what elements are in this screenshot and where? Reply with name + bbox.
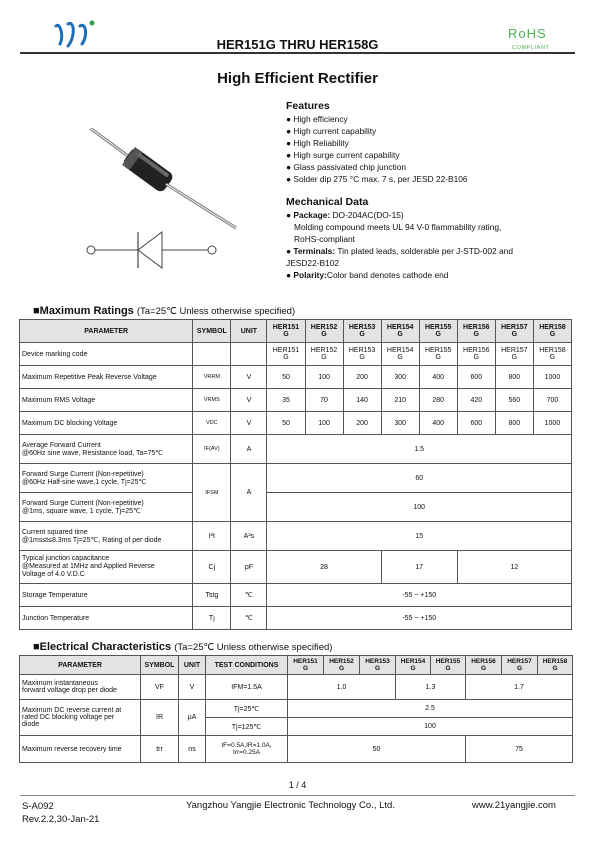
features-section	[286, 100, 586, 185]
page-number: 1 / 4	[288, 780, 307, 790]
table-row: Maximum instantaneous forward voltage drop per diode VF V IFM=1.5A 1.0 1.3 1.7	[20, 675, 573, 700]
mech-polarity: ● Polarity:Color band denotes cathode end	[286, 270, 449, 280]
table-header-row	[20, 320, 572, 343]
mech-package: ● Package: DO-204AC(DO-15)	[286, 210, 404, 220]
col-part: HER153 G	[360, 656, 396, 675]
electrical-title: ■Electrical Characteristics (Ta=25℃ Unless otherwise specified)	[33, 641, 333, 653]
feature-item: ● High current capability	[286, 126, 377, 136]
col-part: HER154 G	[396, 656, 431, 675]
table-row: Device marking code HER151 G HER152 G HER153 G HER154 G HER155 G HER156 G HER157 G HER158 G	[20, 343, 572, 366]
feature-item: ● High surge current capability	[286, 150, 400, 160]
table-row: Typical junction capacitance @Measured at 1MHz and Applied Reverse Voltage of 4.0 V.D.C Cj pF 28 17 12	[20, 551, 572, 584]
col-parameter: PARAMETER	[20, 656, 141, 675]
table-header-row	[20, 656, 573, 675]
footer-doc-info	[22, 800, 99, 826]
product-title: High Efficient Rectifier	[217, 70, 378, 87]
col-part: HER151 G	[267, 320, 305, 343]
header-divider	[20, 52, 575, 54]
col-part: HER151 G	[288, 656, 324, 675]
col-unit: UNIT	[231, 320, 267, 343]
table-row: Maximum RMS Voltage VRMS V 35 70 140 210 280 420 560 700	[20, 389, 572, 412]
table-row: Tj=125℃ 100	[20, 718, 573, 736]
mech-terminals: ● Terminals: Tin plated leads, solderable per J-STD-002 and JESD22-B102	[286, 246, 513, 268]
col-part: HER158 G	[538, 656, 573, 675]
doc-revision: Rev.2.2,30-Jan-21	[22, 814, 100, 825]
col-symbol: SYMBOL	[193, 320, 231, 343]
col-parameter: PARAMETER	[20, 320, 193, 343]
col-part: HER153 G	[343, 320, 381, 343]
document-title: HER151G THRU HER158G	[216, 37, 379, 52]
table-row: Maximum DC blocking Voltage VDC V 50 100 200 300 400 600 800 1000	[20, 412, 572, 435]
col-unit: UNIT	[179, 656, 206, 675]
max-ratings-title: ■Maximum Ratings (Ta=25℃ Unless otherwise specified)	[33, 305, 296, 317]
col-symbol: SYMBOL	[141, 656, 179, 675]
table-row: Maximum reverse recovery time trr ns IF=0.5A,IR=1.0A, Irr=0.25A 50 75	[20, 736, 573, 763]
feature-item: ● Glass passivated chip junction	[286, 162, 407, 172]
mech-molding: Molding compound meets UL 94 V-0 flammability rating, RoHS-compliant	[294, 222, 502, 244]
col-part: HER158 G	[533, 320, 571, 343]
table-row: Current squared time @1ms≤t≤8.3ms Tj=25℃, Rating of per diode I²t A²s 15	[20, 522, 572, 551]
col-part: HER152 G	[324, 656, 360, 675]
table-row: Storage Temperature Tstg ℃ -55 ~ +150	[20, 584, 572, 607]
col-part: HER156 G	[457, 320, 495, 343]
table-row: Junction Temperature Tj ℃ -55 ~ +150	[20, 607, 572, 630]
table-row: Average Forward Current @60Hz sine wave, Resistance load, Ta=75℃ IF(AV) A 1.5	[20, 435, 572, 464]
col-part: HER155 G	[419, 320, 457, 343]
feature-item: ● High efficiency	[286, 114, 348, 124]
col-part: HER154 G	[381, 320, 419, 343]
mechanical-section	[286, 196, 516, 281]
website-link[interactable]: www.21yangjie.com	[472, 800, 556, 811]
feature-item: ● High Reliability	[286, 138, 349, 148]
col-part: HER152 G	[305, 320, 343, 343]
col-part: HER157 G	[502, 656, 538, 675]
col-part: HER155 G	[431, 656, 466, 675]
table-row: Maximum DC reverse current at rated DC blocking voltage per diode IR μA Tj=25℃ 2.5	[20, 700, 573, 718]
company-name: Yangzhou Yangjie Electronic Technology Co., Ltd.	[186, 800, 395, 811]
col-part: HER157 G	[495, 320, 533, 343]
features-heading: Features	[286, 100, 330, 112]
col-part: HER156 G	[466, 656, 502, 675]
doc-code: S-A092	[22, 801, 54, 812]
table-row: Forward Surge Current (Non-repetitive) @1ms, square wave, 1 cycle, Tj=25℃ 100	[20, 493, 572, 522]
electrical-table	[19, 655, 573, 763]
footer-divider	[20, 795, 575, 796]
feature-item: ● Solder dip 275 °C max. 7 s, per JESD 22-B106	[286, 174, 468, 184]
table-row: Forward Surge Current (Non-repetitive) @60Hz Half-sine wave,1 cycle, Tj=25℃ IFSM A 60	[20, 464, 572, 493]
mechanical-heading: Mechanical Data	[286, 196, 369, 208]
max-ratings-table	[19, 319, 572, 630]
rohs-logo: RoHS	[508, 26, 547, 41]
table-row: Maximum Repetitive Peak Reverse Voltage VRRM V 50 100 200 300 400 600 800 1000	[20, 366, 572, 389]
diode-package-drawing	[70, 128, 260, 280]
col-conditions: TEST CONDITIONS	[206, 656, 288, 675]
rohs-compliant-label: COMPLIANT	[512, 45, 550, 51]
